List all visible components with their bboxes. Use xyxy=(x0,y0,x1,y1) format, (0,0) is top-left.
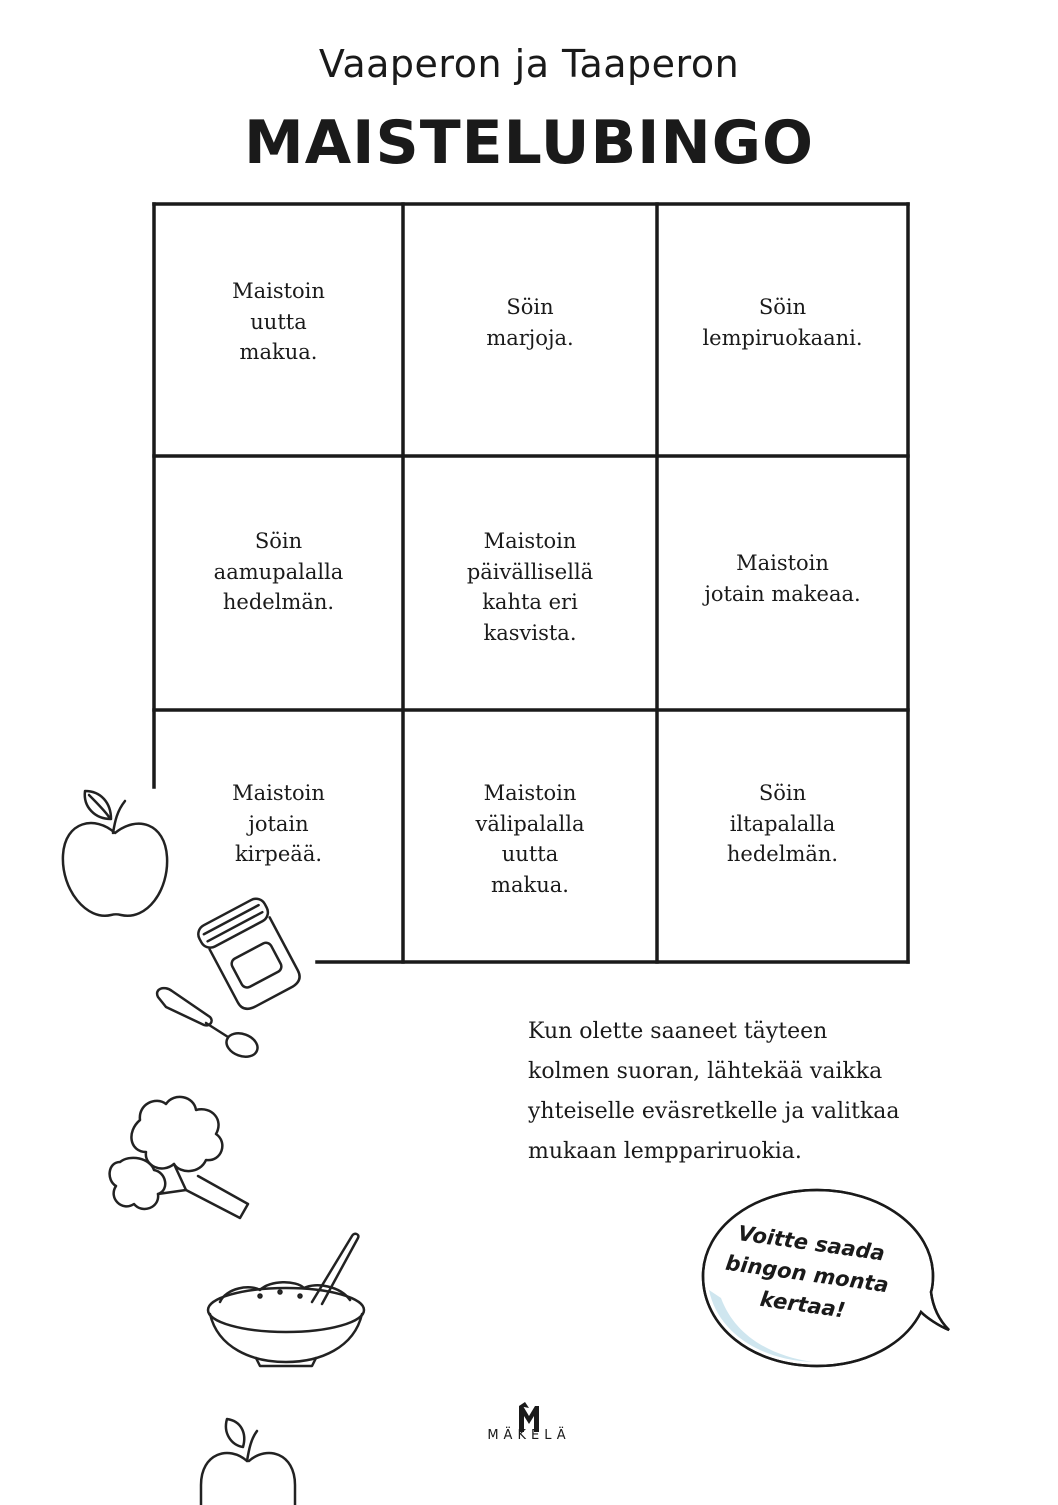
bingo-cell-text: Söin lempiruokaani. xyxy=(702,295,863,350)
bingo-cell-text: Maistoin uutta makua. xyxy=(232,279,325,364)
spoon-icon xyxy=(150,985,270,1065)
bingo-cell-text: Maistoin välipalalla uutta makua. xyxy=(475,781,585,897)
page-title: MAISTELUBINGO xyxy=(244,108,814,178)
apple-icon xyxy=(195,1415,305,1505)
bingo-cell[interactable] xyxy=(405,526,655,696)
bingo-cell[interactable] xyxy=(659,778,906,948)
speech-bubble-text: Voitte saada bingon monta kertaa! xyxy=(724,1221,891,1323)
bingo-cell-text: Söin marjoja. xyxy=(486,295,574,350)
bingo-cell[interactable] xyxy=(156,526,401,696)
bingo-cell-text: Söin aamupalalla hedelmän. xyxy=(213,529,344,614)
bingo-cell[interactable] xyxy=(659,548,906,698)
bingo-grid xyxy=(152,202,910,964)
bingo-cell-text: Maistoin jotain makeaa. xyxy=(704,551,861,606)
bingo-cell-text: Maistoin päivällisellä kahta eri kasvista. xyxy=(466,529,594,645)
bingo-cell[interactable] xyxy=(405,778,655,948)
bingo-cell[interactable] xyxy=(156,276,401,446)
bingo-cell-text: Söin iltapalalla hedelmän. xyxy=(726,781,839,866)
page-subtitle: Vaaperon ja Taaperon xyxy=(318,42,740,86)
instruction-text: Kun olette saaneet täyteen kolmen suoran, lähtekää vaikka yhteiselle eväsretkelle ja valitkaa mukaan lemppariruokia. xyxy=(528,1019,900,1164)
bingo-cell[interactable] xyxy=(405,292,655,442)
bingo-cell[interactable] xyxy=(659,292,906,442)
apple-icon xyxy=(55,785,175,925)
bingo-cell-text: Maistoin jotain kirpeää. xyxy=(232,781,325,866)
publisher-name: MÄKELÄ xyxy=(487,1428,571,1443)
porridge-bowl-icon xyxy=(200,1230,380,1370)
broccoli-icon xyxy=(100,1090,260,1240)
